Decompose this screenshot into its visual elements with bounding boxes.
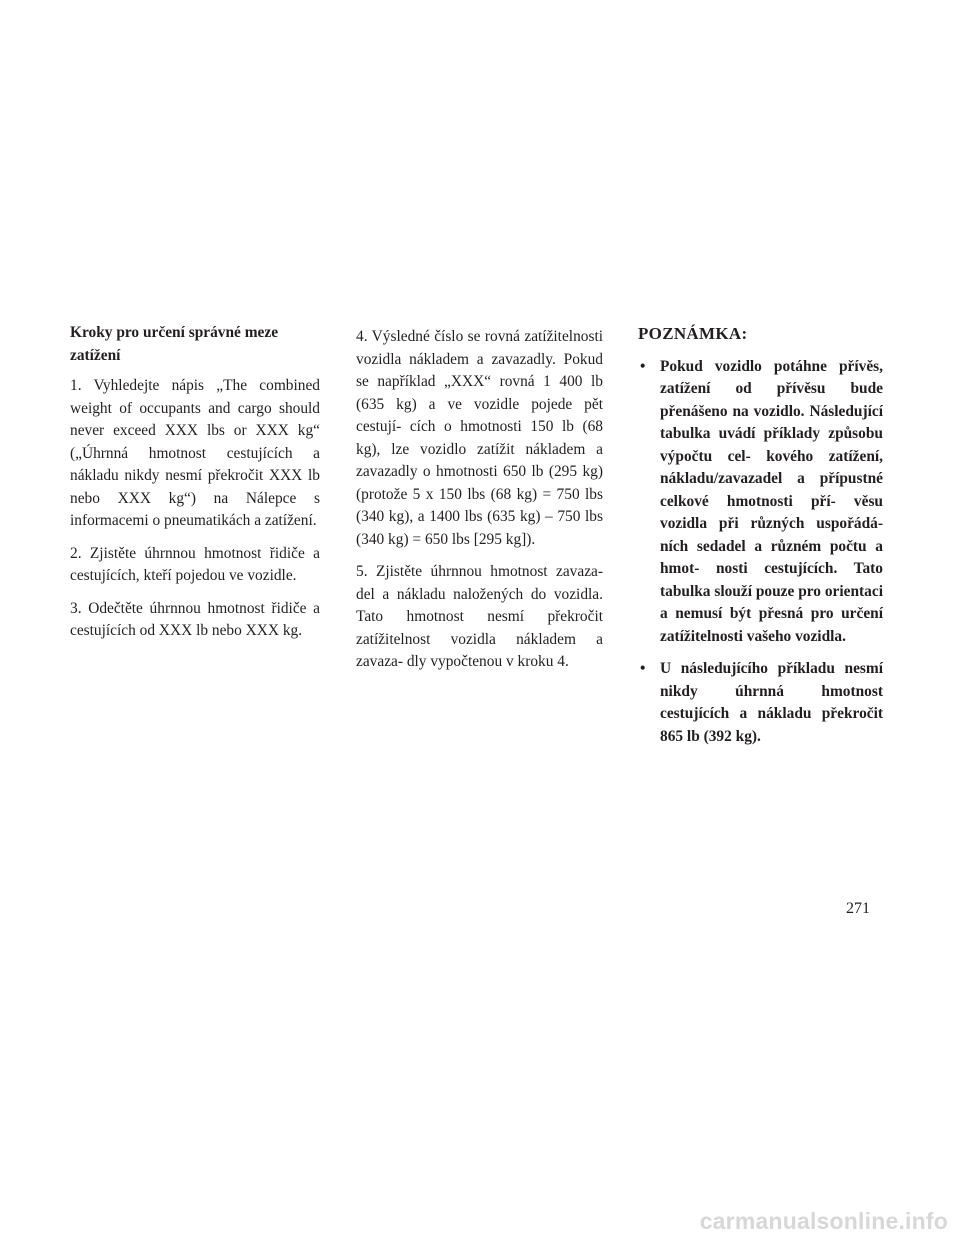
right-column	[638, 323, 883, 758]
bullet-icon: •	[640, 357, 646, 375]
bullet-icon: •	[640, 660, 646, 677]
note-item	[638, 356, 883, 649]
step-3: 3. Odečtěte úhrnnou hmotnost řidiče a cestujících od XXX lb nebo XXX kg.	[70, 599, 320, 639]
page-number: 271	[846, 900, 870, 917]
section-heading: Kroky pro určení správné meze zatížení	[70, 324, 279, 364]
step-2: 2. Zjistěte úhrnnou hmotnost řidiče a cestujících, kteří pojedou ve vozidle.	[70, 544, 320, 584]
step-1: 1. Vyhledejte nápis „The combined weight of occupants and cargo should never exceed XXX lbs or XXX kg“ („Úhrnná hmotnost cestujících a nákladu nikdy nesmí překročit XXX lb nebo XXX kg“) na Nálepce s informacemi o pneumatikách a zatížení.	[70, 377, 320, 529]
middle-column	[356, 326, 603, 684]
note-item-text: U následujícího příkladu nesmí nikdy úhrnná hmotnost cestujících a nákladu překročit 865 lb (392 kg).	[660, 660, 883, 745]
note-item-text: Pokud vozidlo potáhne přívěs, zatížení od přívěsu bude přenášeno na vozidlo. Následující tabulka uvádí příklady způsobu výpočtu cel- kového zatížení, nákladu/zavazadel a přípustné celkové hmotnosti pří- věsu vozidla při různých uspořádá- ních sedadel a různém počtu a hmot- nosti cestujících. Tato tabulka slouží pouze pro orientaci a nemusí být přesná pro určení zatížitelnosti vašeho vozidla.	[660, 357, 883, 645]
note-list	[638, 356, 883, 749]
left-column	[70, 322, 320, 653]
note-item	[638, 658, 883, 748]
note-heading: POZNÁMKA:	[638, 324, 748, 343]
watermark-logo: carmanualsonline.info	[699, 1208, 948, 1234]
step-5: 5. Zjistěte úhrnnou hmotnost zavaza- del a nákladu naložených do vozidla. Tato hmotnost nesmí překročit zatížitelnost vozidla nákladem a zavaza- dly vypočtenou v kroku 4.	[356, 563, 603, 670]
step-4: 4. Výsledné číslo se rovná zatížitelnosti vozidla nákladem a zavazadly. Pokud se například „XXX“ rovná 1 400 lb (635 kg) a ve vozidle pojede pět cestují- cích o hmotnosti 150 lb (68 kg), lze vozidlo zatížit nákladem a zavazadly o hmotnosti 650 lb (295 kg) (protože 5 x 150 lbs (68 kg) = 750 lbs (340 kg), a 1400 lbs (635 kg) – 750 lbs (340 kg) = 650 lbs [295 kg]).	[356, 328, 603, 548]
